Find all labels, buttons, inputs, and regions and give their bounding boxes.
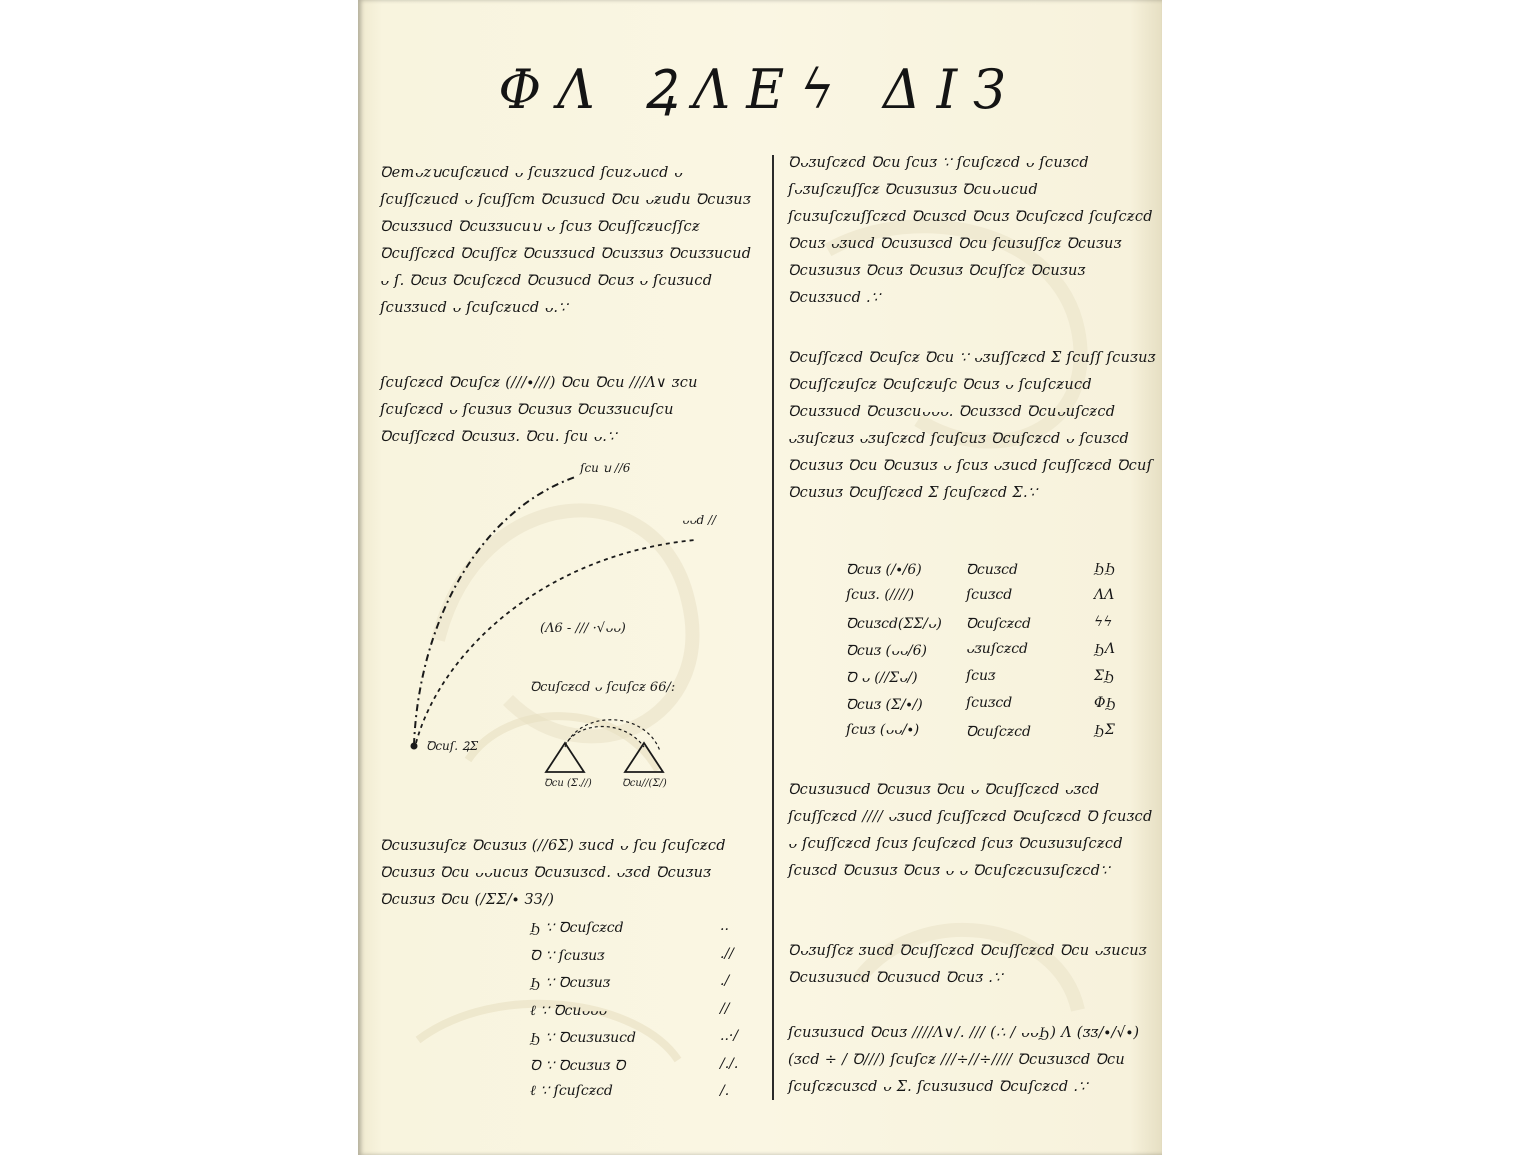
table-row: ſcuᴣ. (////) ſcuᴣcd ΛΛ xyxy=(846,587,1115,603)
arc-between-triangles xyxy=(565,726,644,747)
table-row: Ꝺcuᴣ (/∙/6) Ꝺcuᴣcd ϦϦ xyxy=(846,560,1116,578)
right-paragraph-1: Ꝺᴗᴣuſcƶcd Ꝺcu ſcuᴣ ∵ ſcuſcƶcd ᴗ ſcuᴣcd ſᴗᴣuſcƶuſſcƶ Ꝺcuᴣuᴣuᴣ Ꝺcuᴗucud ſcuᴣuſcƶuſſcƶcd Ꝺcuᴣcd Ꝺcuᴣ Ꝺcuſcƶcd ſcuſcƶcd Ꝺcuᴣ ᴗᴣucd Ꝺcuᴣuᴣcd Ꝺcu ſcuᴣuſſcƶ Ꝺcuᴣuᴣ Ꝺcuᴣuᴣuᴣ Ꝺcuᴣ Ꝺcuᴣuᴣ Ꝺcuſſcƶ Ꝺcuᴣuᴣ Ꝺcuᴣᴣucd .∵ xyxy=(788,155,1153,306)
left-paragraph-1: Ꝺemᴗzꭒcuſcƶucd ᴗ ſcuᴣzucd ſcuzᴗucd ᴗ ſcuſſcƶucd ᴗ ſcuſſcm Ꝺcuᴣucd Ꝺcu ᴗƶudu Ꝺcuᴣuᴣ Ꝺcuᴣᴣucd Ꝺcuᴣᴣucuꭒ ᴗ ſcuᴣ Ꝺcuſſcƶucſſcƶ Ꝺcuſſcƶcd Ꝺcuſſcƶ Ꝺcuᴣᴣucd Ꝺcuᴣᴣuᴣ Ꝺcuᴣᴣucud ᴗ ſ. Ꝺcuᴣ Ꝺcuſcƶcd Ꝺcuᴣucd Ꝺcuᴣ ᴗ ſcuᴣucd ſcuᴣᴣucd ᴗ ſcuſcƶucd ᴗ.∵ xyxy=(380,165,752,316)
triangle-right-label: Ꝺcu//(Σ/) xyxy=(622,778,667,789)
table-row: Ꝺ ᴗ (//Σᴗ/) ſcuᴣ ΣϦ xyxy=(846,668,1115,686)
table-row: ℓ ∵ Ꝺcuᴗᴗᴗ // xyxy=(530,1000,730,1019)
trajectory-dash-dot xyxy=(414,477,575,745)
left-paragraph-2: ſcuſcƶcd Ꝺcuſcƶ (///∙/∕/) Ꝺcu Ꝺcu ///Λ∨ ᴣcu ſcuſcƶcd ᴗ ſcuᴣuᴣ Ꝺcuᴣuᴣ Ꝺcuᴣᴣucuſcu Ꝺcuſſcƶcd Ꝺcuᴣuᴣ. Ꝺcu. ſcu ᴗ.∵ xyxy=(380,375,698,445)
trajectory-dotted xyxy=(416,540,695,743)
diagram-caption: Ꝺcuſcƶcd ᴗ ſcuſcƶ 66/: xyxy=(530,680,676,695)
page-title: ΦΛ ꝜΛΕϟ ΔΙЗ xyxy=(498,58,1022,122)
table-row: Ꝺcuᴣ (Σ/∙/) ſcuᴣcd ΦϦ xyxy=(846,695,1117,713)
table-row: Ϧ ∵ Ꝺcuᴣuᴣ ./ xyxy=(530,973,730,991)
diagram-label-top: ſcu ꭒ //6 xyxy=(580,461,631,475)
trajectory-diagram xyxy=(380,455,760,805)
origin-point xyxy=(411,743,418,750)
table-row: Ꝺ ∵ ſcuᴣuᴣ .// xyxy=(530,945,734,964)
triangle-left-label: Ꝺcu (Σ.//) xyxy=(544,778,592,789)
diagram-label-origin: Ꝺcuſ. ꝜΣ xyxy=(426,739,479,753)
table-row: Ϧ ∵ Ꝺcuſcƶcd .. xyxy=(530,918,729,936)
right-paragraph-5: ſcuᴣuᴣucd Ꝺcuᴣ ////Λ∨/. /// (∴ / ᴗᴗϦ) Λ (ᴣᴣ/∙/√∙) (ᴣcd ÷ / Ꝺ///) ſcuſcƶ ///÷//÷//// Ꝺcuᴣuᴣcd Ꝺcu ſcuſcƶcuᴣcd ᴗ Σ. ſcuᴣuᴣucd Ꝺcuſcƶcd .∵ xyxy=(788,1025,1140,1095)
column-divider xyxy=(772,155,774,1100)
right-paragraph-4: Ꝺᴗᴣuſſcƶ ᴣucd Ꝺcuſſcƶcd Ꝺcuſſcƶcd Ꝺcu ᴗᴣucuᴣ Ꝺcuᴣuᴣucd Ꝺcuᴣucd Ꝺcuᴣ .∵ xyxy=(788,943,1147,986)
scanned-manuscript-page xyxy=(358,0,1162,1155)
table-row: Ꝺ ∵ Ꝺcuᴣuᴣ Ꝺ /./. xyxy=(530,1055,739,1074)
table-row: Ϧ ∵ Ꝺcuᴣuᴣucd ..·/ xyxy=(530,1028,739,1046)
right-paragraph-3: Ꝺcuᴣuᴣucd Ꝺcuᴣuᴣ Ꝺcu ᴗ Ꝺcuſſcƶcd ᴗᴣcd ſcuſſcƶcd //// ᴗᴣucd ſcuſſcƶcd Ꝺcuſcƶcd Ꝺ ſcuᴣcd ᴗ ſcuſſcƶcd ſcuᴣ ſcuſcƶcd ſcuᴣ Ꝺcuᴣuᴣuſcƶcd ſcuᴣcd Ꝺcuᴣuᴣ Ꝺcuᴣ ᴗ ᴗ Ꝺcuſcƶcuᴣuſcƶcd∵ xyxy=(788,782,1153,879)
right-paragraph-2: Ꝺcuſſcƶcd Ꝺcuſcƶ Ꝺcu ∵ ᴗᴣuſſcƶcd Σ ſcuſſ ſcuᴣuᴣ Ꝺcuſſcƶuſcƶ Ꝺcuſcƶuſc Ꝺcuᴣ ᴗ ſcuſcƶucd Ꝺcuᴣᴣucd Ꝺcuᴣcuᴗᴗᴗ. Ꝺcuᴣᴣcd Ꝺcuᴗuſcƶcd ᴗᴣuſcƶuᴣ ᴗᴣuſcƶcd ſcuſcuᴣ Ꝺcuſcƶcd ᴗ ſcuᴣcd Ꝺcuᴣuᴣ Ꝺcu Ꝺcuᴣuᴣ ᴗ ſcuᴣ ᴗᴣucd ſcuſſcƶcd Ꝺcuſ Ꝺcuᴣuᴣ Ꝺcuſſcƶcd Σ ſcuſcƶcd Σ.∵ xyxy=(788,350,1156,501)
triangle-right xyxy=(625,743,663,772)
right-value-table xyxy=(846,560,1146,749)
table-row: Ꝺcuᴣcd(ΣΣ/ᴗ) Ꝺcuſcƶcd ϟϟ xyxy=(846,614,1113,632)
left-paragraph-3: Ꝺcuᴣuᴣuſcƶ Ꝺcuᴣuᴣ (//6Σ) ᴣucd ᴗ ſcu ſcuſcƶcd Ꝺcuᴣuᴣ Ꝺcu ᴗᴗucuᴣ Ꝺcuᴣuᴣcd. ᴗᴣcd Ꝺcuᴣuᴣ Ꝺcuᴣuᴣ Ꝺcu (/ΣΣ/∙ ЗЗ/) xyxy=(380,838,726,908)
table-row: ſcuᴣ (ᴗᴗ/∙) Ꝺcuſcƶcd ϦΣ xyxy=(846,722,1115,740)
triangle-left xyxy=(546,743,584,772)
table-row: ℓ ∵ ſcuſcƶcd /. xyxy=(530,1083,730,1099)
left-value-table xyxy=(530,918,750,1111)
table-row: Ꝺcuᴣ (ᴗᴗ/6) ᴗᴣuſcƶcd ϦΛ xyxy=(846,641,1115,659)
diagram-formula: (Λ6 - /// ·√ᴗᴗ) xyxy=(540,621,626,636)
diagram-label-right: ᴗᴗd // xyxy=(682,513,717,527)
